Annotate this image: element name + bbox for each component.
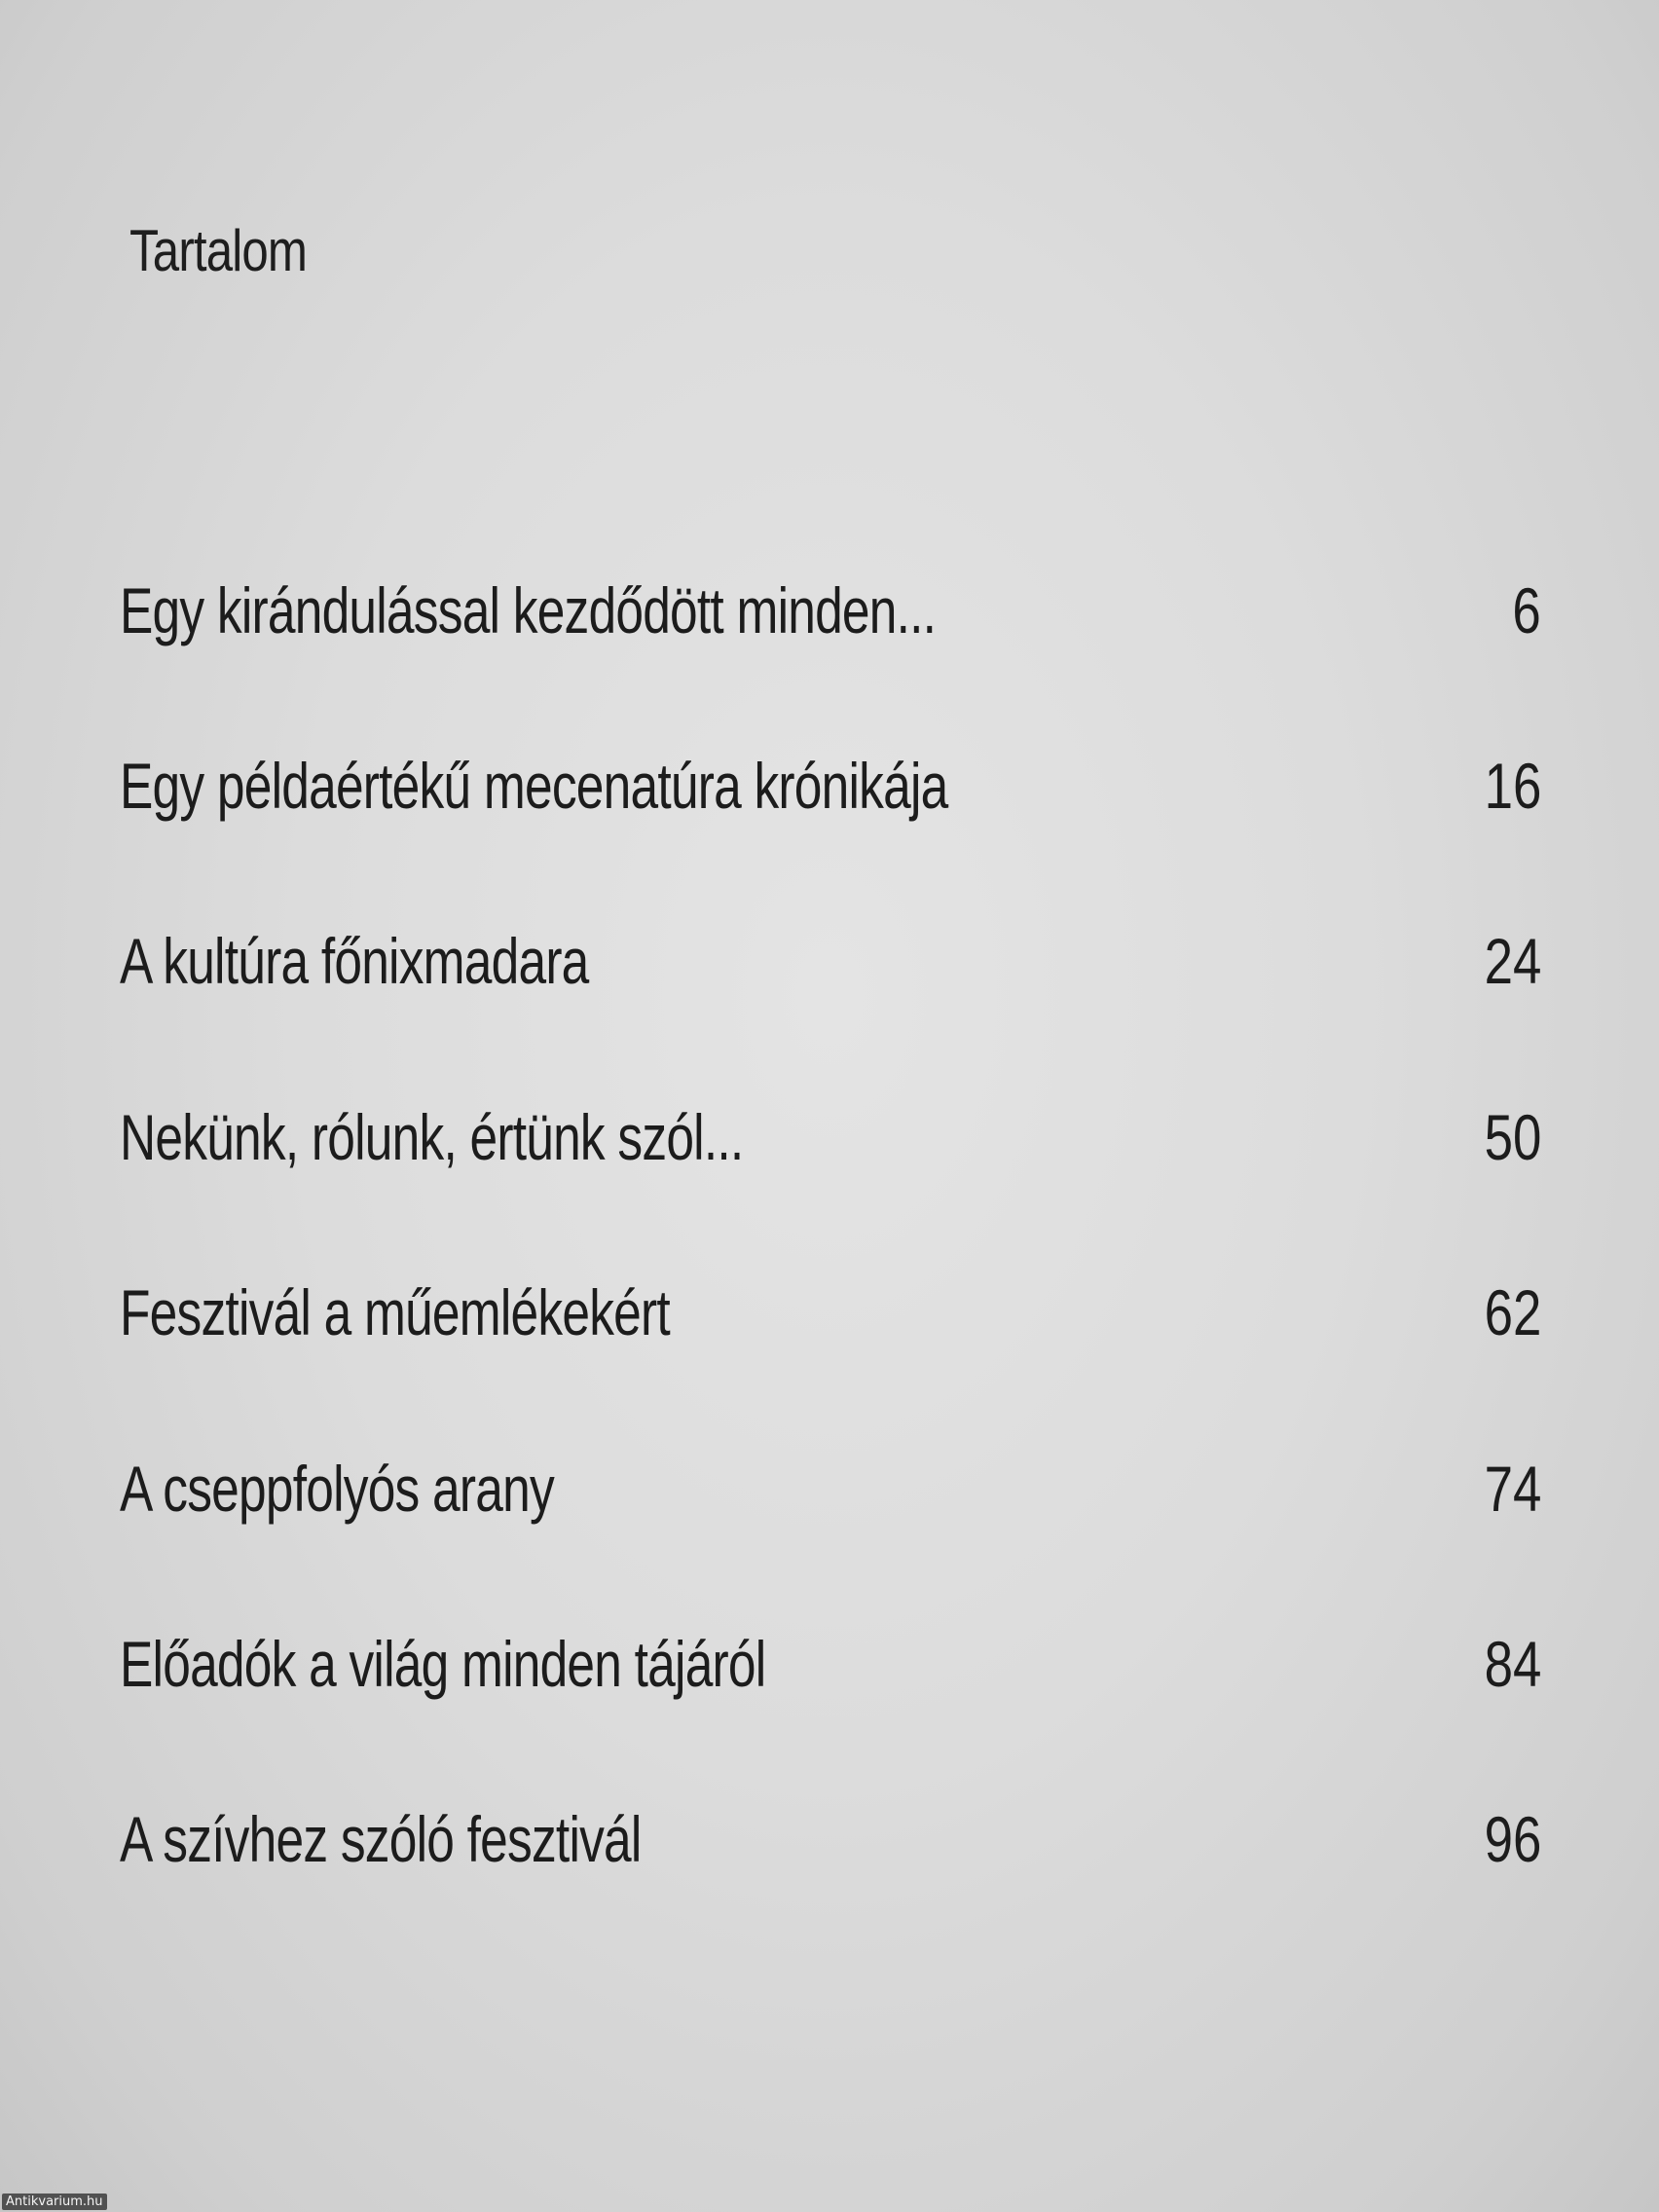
toc-entry <box>120 1453 1541 1534</box>
toc-entry <box>120 1276 1541 1358</box>
toc-entry-page-number: 6 <box>1512 574 1541 646</box>
toc-entry-page-number: 74 <box>1484 1453 1541 1525</box>
toc-entry-title: Nekünk, rólunk, értünk szól... <box>120 1101 744 1173</box>
toc-entry-title: Egy példaértékű mecenatúra krónikája <box>120 750 948 822</box>
toc-entry-page-number: 62 <box>1484 1276 1541 1348</box>
toc-entry-title: A kultúra főnixmadara <box>120 925 589 997</box>
page-title: Tartalom <box>129 218 308 283</box>
toc-entry <box>120 925 1541 1007</box>
toc-entry-title: A szívhez szóló fesztivál <box>120 1803 642 1875</box>
toc-entry-title: Előadók a világ minden tájáról <box>120 1628 766 1700</box>
toc-entry-title: A cseppfolyós arany <box>120 1453 554 1525</box>
toc-entry <box>120 1101 1541 1183</box>
toc-entry-title: Fesztivál a műemlékekért <box>120 1276 670 1348</box>
toc-entry <box>120 1803 1541 1885</box>
watermark: Antikvarium.hu <box>2 2194 107 2210</box>
toc-entry-page-number: 96 <box>1484 1803 1541 1875</box>
toc-entry <box>120 750 1541 831</box>
toc-entry-page-number: 84 <box>1484 1628 1541 1700</box>
toc-entry <box>120 1628 1541 1710</box>
toc-entry <box>120 574 1541 656</box>
toc-entry-title: Egy kirándulással kezdődött minden... <box>120 574 937 646</box>
toc-entry-page-number: 24 <box>1484 925 1541 997</box>
toc-entry-page-number: 16 <box>1484 750 1541 822</box>
toc-entry-page-number: 50 <box>1484 1101 1541 1173</box>
